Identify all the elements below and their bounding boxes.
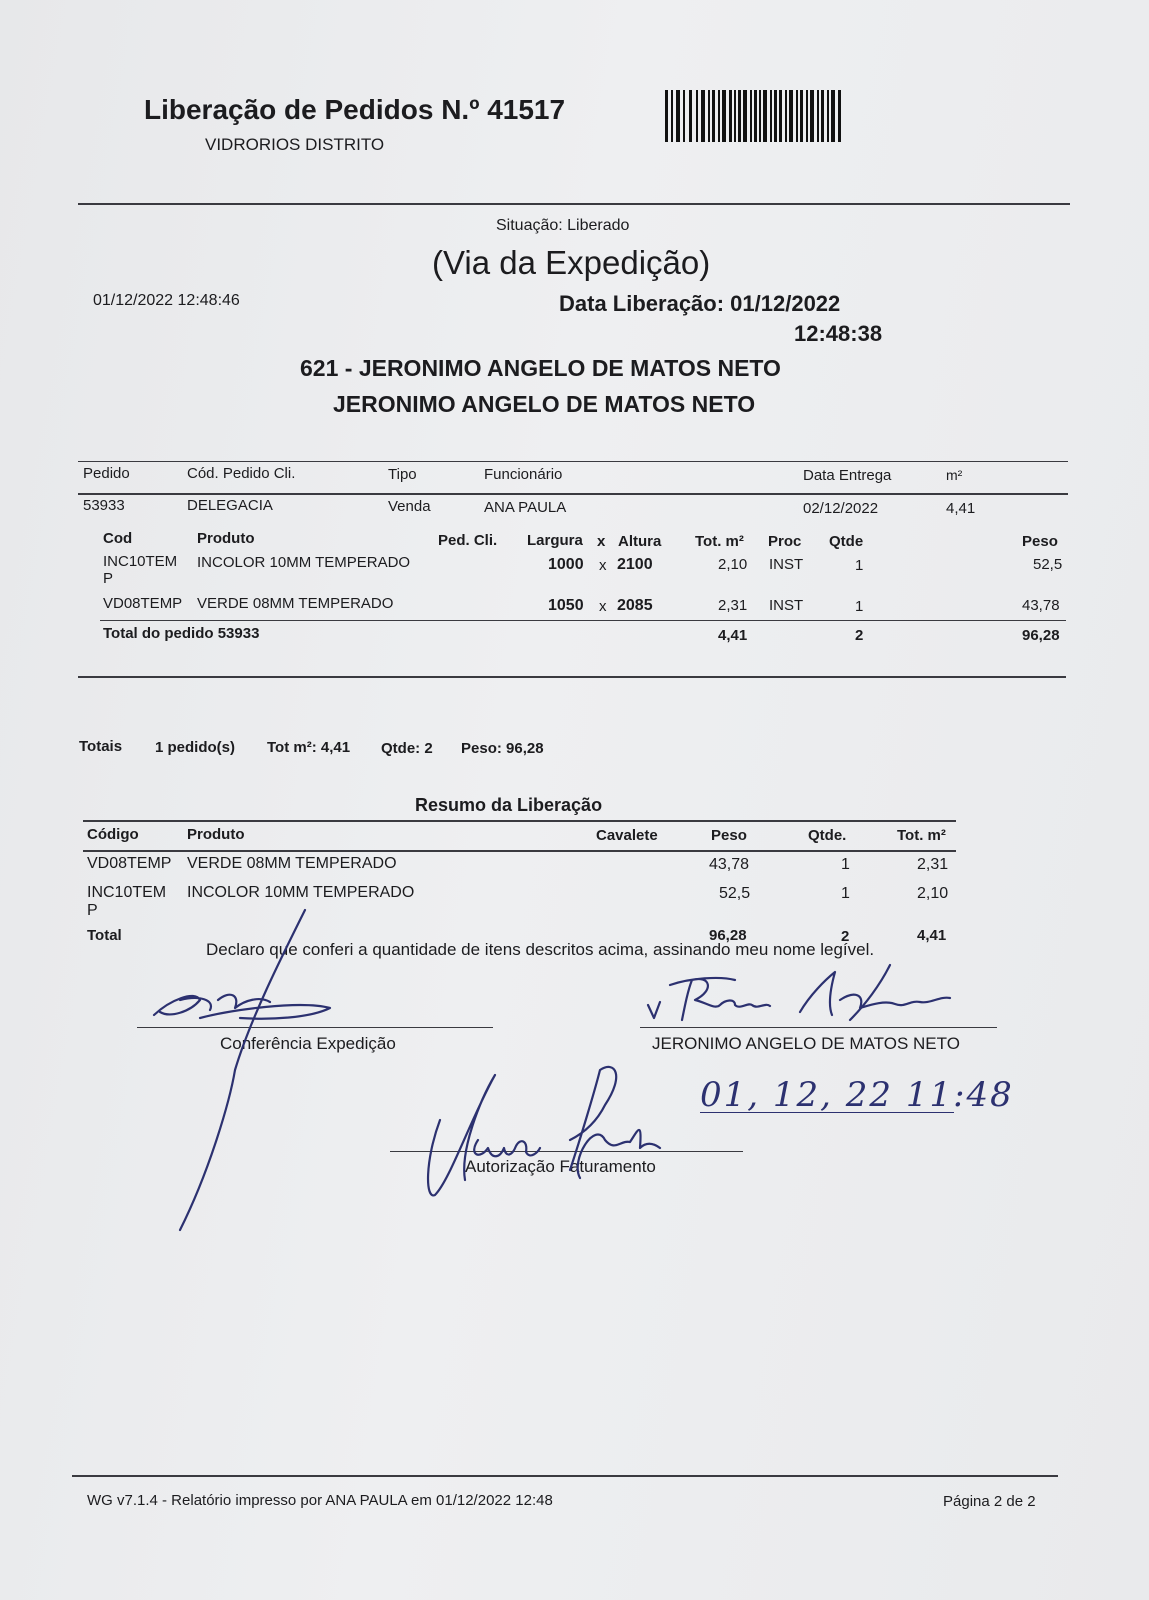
col-m2: m² (946, 467, 963, 483)
data-liberacao-time: 12:48:38 (794, 321, 883, 346)
resumo-total-peso: 96,28 (709, 927, 747, 944)
declaration-text: Declaro que conferi a quantidade de itens descritos acima, assinando meu nome legível. (206, 940, 875, 959)
footer-page-number: Página 2 de 2 (943, 1493, 1036, 1510)
col-data-entrega: Data Entrega (803, 467, 892, 484)
footer-print-info: WG v7.1.4 - Relatório impresso por ANA PAULA em 01/12/2022 12:48 (87, 1492, 553, 1509)
order-tipo: Venda (388, 498, 431, 515)
signature-label-autorizacao: Autorização Faturamento (465, 1157, 656, 1176)
item-produto: INCOLOR 10MM TEMPERADO (197, 554, 411, 571)
header-divider (78, 203, 1070, 205)
item-x: x (599, 557, 607, 574)
item-proc: INST (769, 556, 804, 573)
item-altura: 2085 (617, 597, 653, 614)
totais-peso: Peso: 96,28 (461, 740, 544, 757)
item-peso: 43,78 (1022, 597, 1060, 614)
item-col-tot-m2: Tot. m² (695, 533, 744, 550)
resumo-codigo: VD08TEMP (87, 855, 172, 872)
resumo-codigo: INC10TEM (87, 884, 167, 901)
resumo-tot-m2: 2,31 (917, 856, 949, 873)
item-col-qtde: Qtde (829, 533, 864, 550)
totais-qtde: Qtde: 2 (381, 740, 433, 757)
document-title: Liberação de Pedidos N.º 41517 (144, 94, 566, 125)
item-cod-wrap: P (103, 570, 114, 587)
situacao: Situação: Liberado (496, 217, 630, 234)
barcode (665, 90, 843, 142)
order-header-rule (78, 493, 1068, 495)
totais-m2: Tot m²: 4,41 (267, 739, 351, 756)
item-col-ped-cli: Ped. Cli. (438, 532, 498, 549)
resumo-qtde: 1 (841, 885, 850, 902)
item-qtde: 1 (855, 557, 864, 574)
order-total-m2: 4,41 (718, 627, 748, 644)
resumo-total-qtde: 2 (841, 928, 850, 945)
order-bottom-rule (78, 676, 1066, 678)
item-col-altura: Altura (618, 533, 662, 550)
col-tipo: Tipo (388, 466, 417, 483)
footer-rule (72, 1475, 1058, 1477)
totais-pedidos: 1 pedido(s) (155, 739, 236, 756)
resumo-col-codigo: Código (87, 826, 139, 843)
signature-label-conferencia: Conferência Expedição (220, 1034, 396, 1053)
handwritten-signature-cliente (640, 960, 1000, 1035)
via-label: (Via da Expedição) (432, 244, 711, 281)
col-funcionario: Funcionário (484, 466, 563, 483)
resumo-peso: 43,78 (709, 856, 750, 873)
resumo-header-rule (83, 850, 956, 852)
order-cod-pedido-cli: DELEGACIA (187, 497, 273, 514)
order-top-rule (78, 461, 1068, 462)
item-cod: VD08TEMP (103, 595, 183, 612)
resumo-top-rule (83, 820, 956, 822)
item-tot-m2: 2,31 (718, 597, 748, 614)
resumo-col-peso: Peso (711, 827, 747, 844)
print-datetime: 01/12/2022 12:48:46 (93, 292, 240, 309)
order-total-peso: 96,28 (1022, 627, 1060, 644)
item-col-x: x (597, 533, 606, 550)
client-name: JERONIMO ANGELO DE MATOS NETO (333, 391, 756, 417)
item-proc: INST (769, 597, 804, 614)
handwritten-date: 01, 12, 22 11:48 (700, 1075, 1014, 1115)
item-tot-m2: 2,10 (718, 556, 748, 573)
items-total-rule (100, 620, 1066, 621)
item-largura: 1000 (548, 556, 584, 573)
order-m2: 4,41 (946, 500, 976, 517)
resumo-total-tot-m2: 4,41 (917, 927, 947, 944)
data-liberacao: Data Liberação: 01/12/2022 (559, 291, 841, 316)
order-total-label: Total do pedido 53933 (103, 625, 260, 642)
resumo-peso: 52,5 (719, 885, 751, 902)
item-col-proc: Proc (768, 533, 802, 550)
item-qtde: 1 (855, 598, 864, 615)
item-peso: 52,5 (1033, 556, 1063, 573)
resumo-col-cavalete: Cavalete (596, 827, 658, 844)
resumo-col-tot-m2: Tot. m² (897, 827, 946, 844)
resumo-tot-m2: 2,10 (917, 885, 949, 902)
col-cod-pedido-cli: Cód. Pedido Cli. (187, 465, 296, 482)
item-produto: VERDE 08MM TEMPERADO (197, 595, 394, 612)
order-funcionario: ANA PAULA (484, 499, 567, 516)
item-col-largura: Largura (527, 532, 583, 549)
resumo-qtde: 1 (841, 856, 850, 873)
totais-label: Totais (79, 738, 123, 755)
resumo-total-label: Total (87, 927, 122, 944)
signature-label-cliente: JERONIMO ANGELO DE MATOS NETO (652, 1034, 960, 1053)
resumo-produto: VERDE 08MM TEMPERADO (187, 855, 397, 872)
item-altura: 2100 (617, 556, 653, 573)
col-pedido: Pedido (83, 465, 130, 482)
resumo-title: Resumo da Liberação (415, 795, 603, 815)
client-code-name: 621 - JERONIMO ANGELO DE MATOS NETO (300, 355, 781, 381)
handwritten-signature-autorizacao (420, 1060, 670, 1210)
resumo-codigo-wrap: P (87, 902, 98, 919)
resumo-col-produto: Produto (187, 826, 245, 843)
item-col-produto: Produto (197, 530, 255, 547)
order-data-entrega: 02/12/2022 (803, 500, 879, 517)
item-cod: INC10TEM (103, 553, 178, 570)
item-largura: 1050 (548, 597, 584, 614)
handwritten-date-underline (700, 1112, 954, 1113)
item-col-cod: Cod (103, 530, 133, 547)
company-name: VIDRORIOS DISTRITO (205, 135, 385, 154)
resumo-produto: INCOLOR 10MM TEMPERADO (187, 884, 415, 901)
item-x: x (599, 598, 607, 615)
order-pedido: 53933 (83, 497, 125, 514)
item-col-peso: Peso (1022, 533, 1058, 550)
resumo-col-qtde: Qtde. (808, 827, 847, 844)
order-total-qtde: 2 (855, 627, 864, 644)
